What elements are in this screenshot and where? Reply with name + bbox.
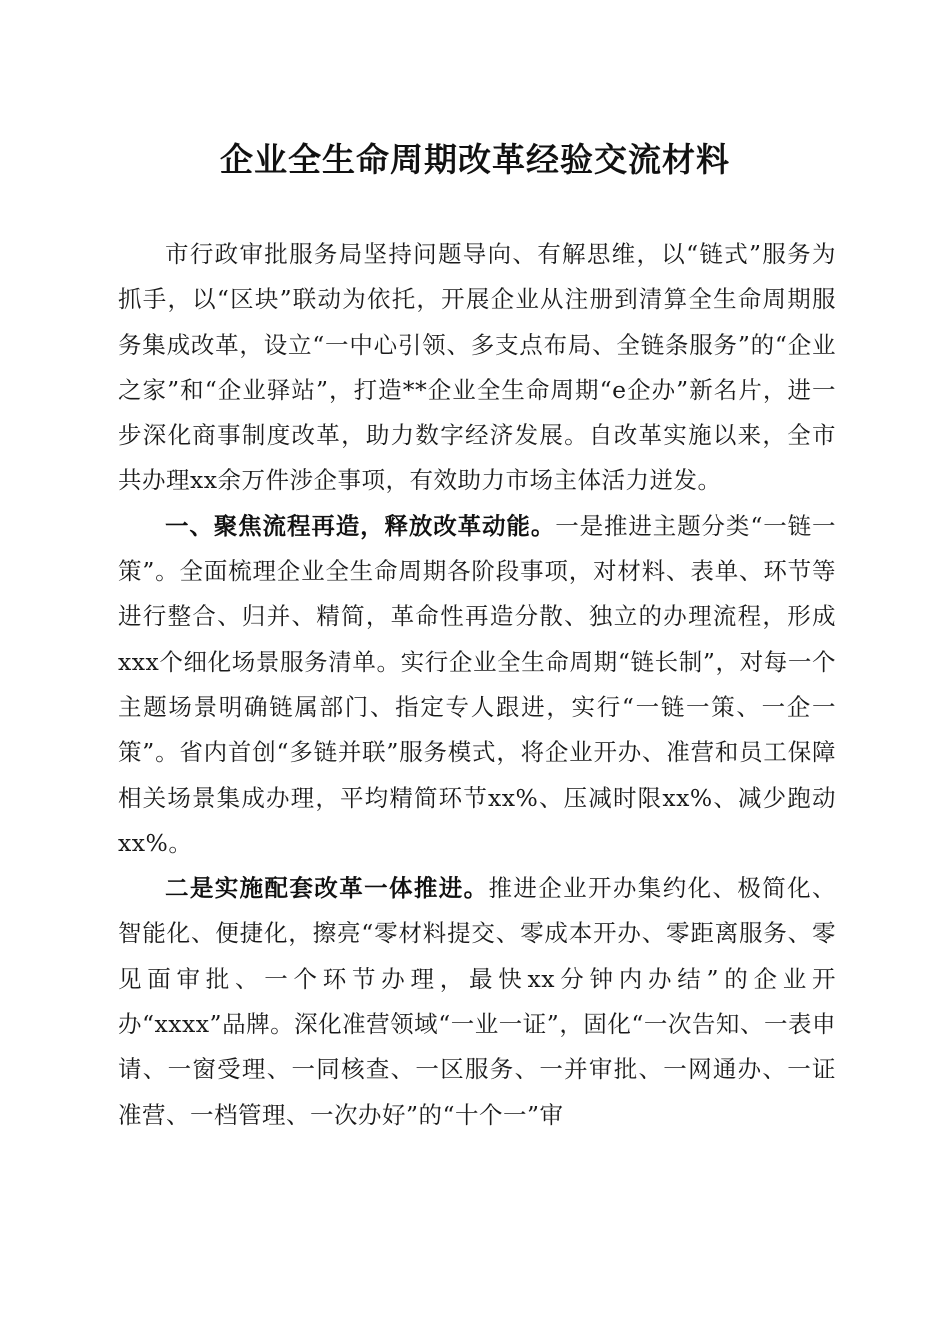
section-two-heading: 二是实施配套改革一体推进。 xyxy=(165,874,489,903)
paragraph-section-one xyxy=(118,504,836,866)
section-one-heading: 一、聚焦流程再造，释放改革动能。 xyxy=(165,511,556,540)
document-body xyxy=(118,232,836,1138)
paragraph-intro: 市行政审批服务局坚持问题导向、有解思维，以“链式”服务为抓手，以“区块”联动为依托，开展企业从注册到清算全生命周期服务集成改革，设立“一中心引领、多支点布局、全链条服务”的“企业之家”和“企业驿站”，打造**企业全生命周期“e企办”新名片，进一步深化商事制度改革，助力数字经济发展。自改革实施以来，全市共办理xx余万件涉企事项，有效助力市场主体活力迸发。 xyxy=(118,240,836,495)
paragraph-section-two xyxy=(118,866,836,1138)
section-two-text: 推进企业开办集约化、极简化、智能化、便捷化，擦亮“零材料提交、零成本开办、零距离服务、零见面审批、一个环节办理，最快xx分钟内办结”的企业开办“xxxx”品牌。深化准营领域“一业一证”，固化“一次告知、一表申请、一窗受理、一同核查、一区服务、一并审批、一网通办、一证准营、一档管理、一次办好”的“十个一”审 xyxy=(118,874,836,1129)
document-title: 企业全生命周期改革经验交流材料 xyxy=(220,140,730,179)
section-one-text: 一是推进主题分类“一链一策”。全面梳理企业全生命周期各阶段事项，对材料、表单、环节等进行整合、归并、精简，革命性再造分散、独立的办理流程，形成xxx个细化场景服务清单。实行企业全生命周期“链长制”，对每一个主题场景明确链属部门、指定专人跟进，实行“一链一策、一企一策”。省内首创“多链并联”服务模式，将企业开办、准营和员工保障相关场景集成办理，平均精简环节xx%、压减时限xx%、减少跑动xx%。 xyxy=(118,511,837,857)
